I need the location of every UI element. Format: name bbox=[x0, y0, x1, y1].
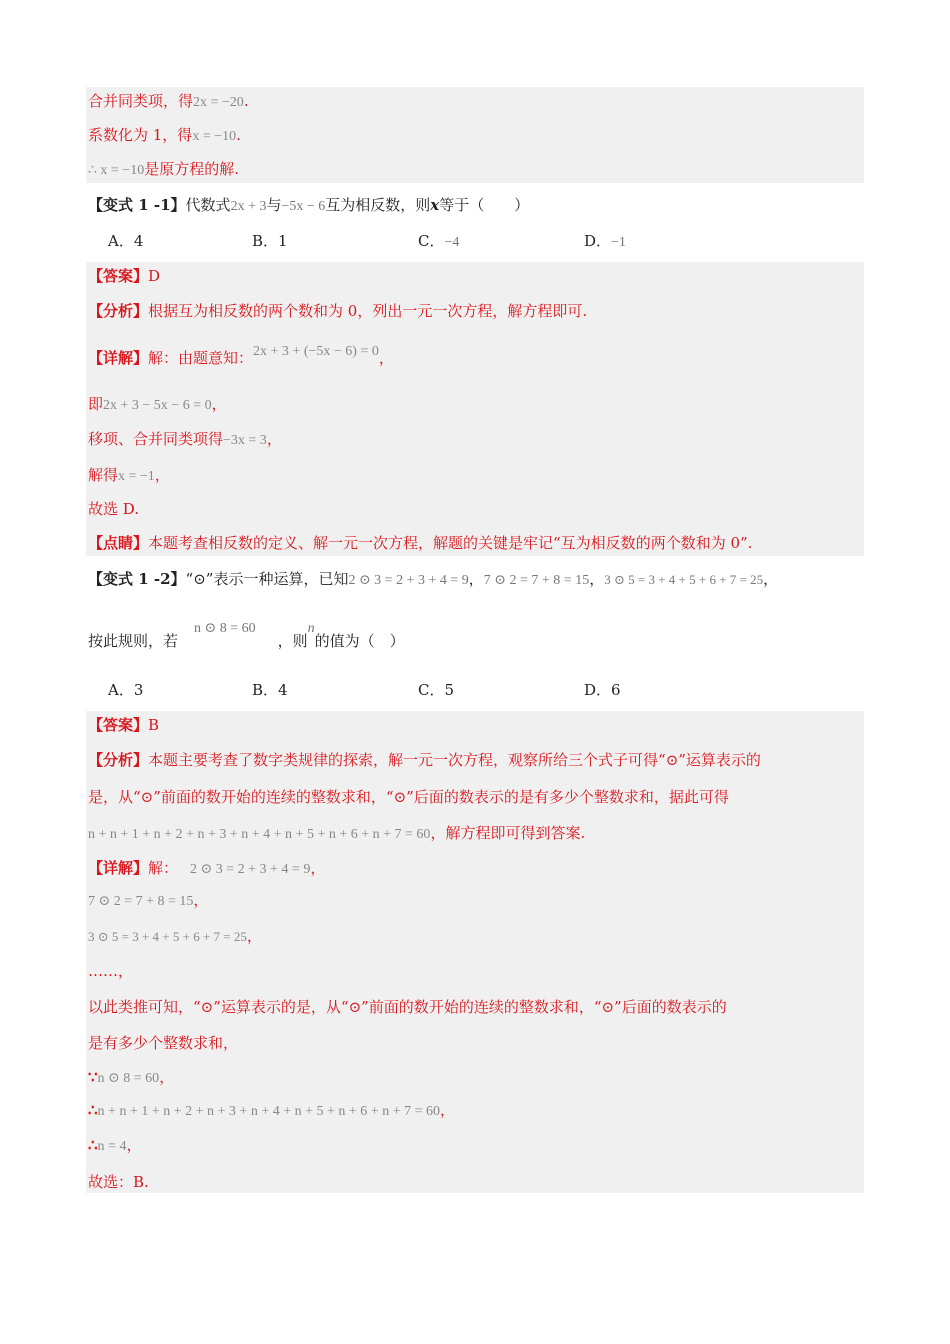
options-row bbox=[108, 677, 808, 703]
option-c[interactable]: C．5 bbox=[418, 681, 455, 699]
option-a[interactable]: A．3 bbox=[108, 681, 144, 699]
analysis-line: 是，从“⊙”前面的数开始的连续的整数求和，“⊙”后面的数表示的是有多少个整数求和，据此可得 bbox=[88, 788, 729, 806]
solution-line: 系数化为 1，得x = −10. bbox=[88, 126, 241, 144]
solution-line: 即2x + 3 − 5x − 6 = 0， bbox=[88, 395, 227, 413]
answer-line: 【答案】D bbox=[88, 267, 161, 285]
solution-line: 是有多少个整数求和， bbox=[88, 1034, 239, 1052]
solution-line: 合并同类项，得2x = −20. bbox=[88, 92, 249, 110]
answer-line: 【答案】B bbox=[88, 716, 160, 734]
solution-line: 7 ⊙ 2 = 7 + 8 = 15， bbox=[88, 891, 209, 909]
question-variant-1-2-line2: 按此规则，若n ⊙ 8 = 60，则n的值为（ ） bbox=[88, 621, 405, 650]
solution-line: ∴n + n + 1 + n + 2 + n + 3 + n + 4 + n + 5 + n + 6 + n + 7 = 60， bbox=[88, 1101, 455, 1119]
solution-line: ∴n = 4， bbox=[88, 1136, 142, 1154]
analysis-line: 【分析】本题主要考查了数字类规律的探索，解一元一次方程，观察所给三个式子可得“⊙”运算表示的 bbox=[88, 751, 761, 769]
solution-line: 3 ⊙ 5 = 3 + 4 + 5 + 6 + 7 = 25， bbox=[88, 927, 262, 945]
solution-line: 移项、合并同类项得−3x = 3， bbox=[88, 430, 282, 448]
analysis-line: n + n + 1 + n + 2 + n + 3 + n + 4 + n + 5 + n + 6 + n + 7 = 60，解方程即可得到答案. bbox=[88, 824, 586, 842]
option-b[interactable]: B．1 bbox=[252, 232, 288, 250]
question-variant-1-1: 【变式 1 -1】代数式2x + 3与−5x − 6互为相反数，则x等于（ ） bbox=[88, 196, 530, 214]
solution-line: ∴ x = −10是原方程的解. bbox=[88, 160, 239, 178]
option-d[interactable]: D．6 bbox=[584, 681, 621, 699]
option-b[interactable]: B．4 bbox=[252, 681, 288, 699]
option-d[interactable]: D．−1 bbox=[584, 232, 626, 250]
question-variant-1-2: 【变式 1 -2】“⊙”表示一种运算，已知2 ⊙ 3 = 2 + 3 + 4 = 9，7 ⊙ 2 = 7 + 8 = 15，3 ⊙ 5 = 3 + 4 + 5 + 6 + 7 = 25， bbox=[88, 570, 779, 588]
option-a[interactable]: A．4 bbox=[108, 232, 144, 250]
solution-line: 以此类推可知，“⊙”运算表示的是，从“⊙”前面的数开始的连续的整数求和，“⊙”后面的数表示的 bbox=[88, 998, 727, 1016]
note-line: 【点睛】本题考查相反数的定义、解一元一次方程，解题的关键是牢记“互为相反数的两个数和为 0”. bbox=[88, 534, 753, 552]
solution-line: 故选：B. bbox=[88, 1173, 149, 1191]
detail-line: 【详解】解： 2 ⊙ 3 = 2 + 3 + 4 = 9， bbox=[88, 859, 326, 877]
solution-line: 解得x = −1， bbox=[88, 466, 170, 484]
solution-line: 故选 D. bbox=[88, 500, 140, 518]
solution-line: ∵n ⊙ 8 = 60， bbox=[88, 1068, 175, 1086]
options-row bbox=[108, 228, 808, 254]
option-c[interactable]: C．−4 bbox=[418, 232, 460, 250]
detail-line: 【详解】解：由题意知：2x + 3 + (−5x − 6) = 0， bbox=[88, 344, 394, 367]
solution-line: ……， bbox=[88, 962, 134, 980]
analysis-line: 【分析】根据互为相反数的两个数和为 0，列出一元一次方程，解方程即可. bbox=[88, 302, 588, 320]
